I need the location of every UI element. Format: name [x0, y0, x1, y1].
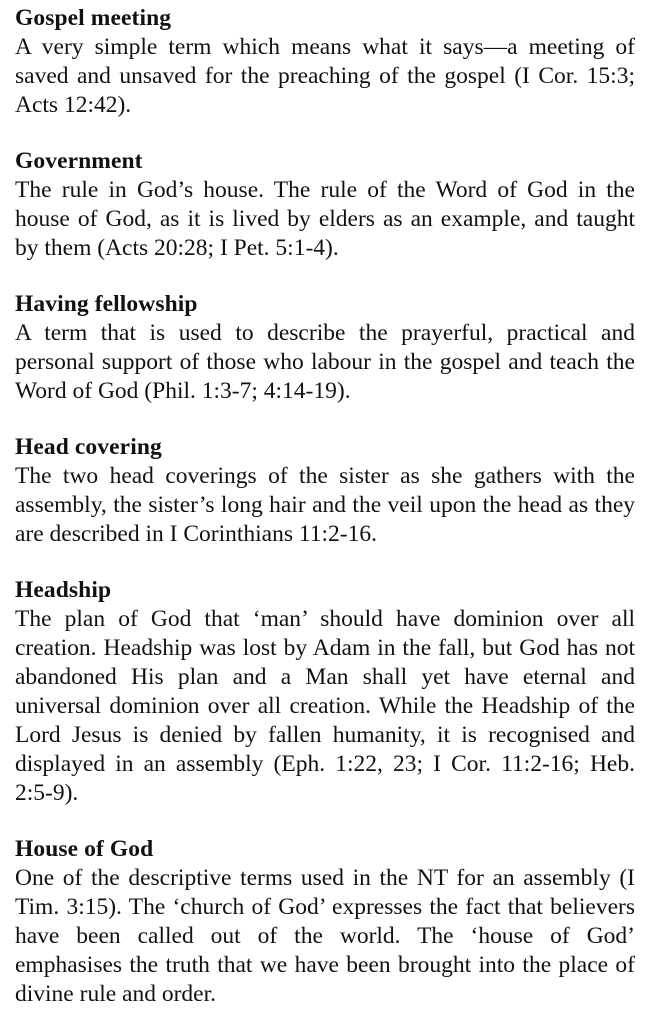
term-definition: The plan of God that ‘man’ should have dominion over all creation. Headship was lost by Adam in the fall, but God has not abandoned His plan and a Man shall yet have eternal and universal dominion over all creation. While the Headship of the Lord Jesus is denied by fallen humanity, it is recognised and displayed in an assembly (Eph. 1:22, 23; I Cor. 11:2-16; Heb. 2:5-9).: [15, 606, 635, 806]
term-definition: The two head coverings of the sister as she gathers with the assembly, the sister’s long hair and the veil upon the head as they are described in I Corinthians 11:2-16.: [15, 463, 635, 547]
glossary-page: [15, 4, 635, 1036]
term-heading: Head covering: [15, 434, 162, 460]
term-heading: House of God: [15, 836, 154, 862]
glossary-entry-headship: [15, 576, 635, 808]
term-heading: Having fellowship: [15, 291, 198, 317]
term-definition: The rule in God’s house. The rule of the Word of God in the house of God, as it is lived by elders as an example, and taught by them (Acts 20:28; I Pet. 5:1-4).: [15, 177, 635, 261]
glossary-entry-gospel-meeting: [15, 4, 635, 120]
term-heading: Headship: [15, 577, 112, 603]
glossary-entry-house-of-god: [15, 835, 635, 1009]
glossary-entry-head-covering: [15, 433, 635, 549]
glossary-entry-government: [15, 147, 635, 263]
term-heading: Government: [15, 148, 143, 174]
glossary-entry-having-fellowship: [15, 290, 635, 406]
term-definition: A term that is used to describe the prayerful, practical and personal support of those who labour in the gospel and teach the Word of God (Phil. 1:3-7; 4:14-19).: [15, 320, 635, 404]
term-definition: A very simple term which means what it says—a meeting of saved and unsaved for the preaching of the gospel (I Cor. 15:3; Acts 12:42).: [15, 34, 635, 118]
term-definition: One of the descriptive terms used in the NT for an assembly (I Tim. 3:15). The ‘church of God’ expresses the fact that believers have been called out of the world. The ‘house of God’ emphasises the truth that we have been brought into the place of divine rule and order.: [15, 865, 635, 1007]
term-heading: Gospel meeting: [15, 5, 172, 31]
